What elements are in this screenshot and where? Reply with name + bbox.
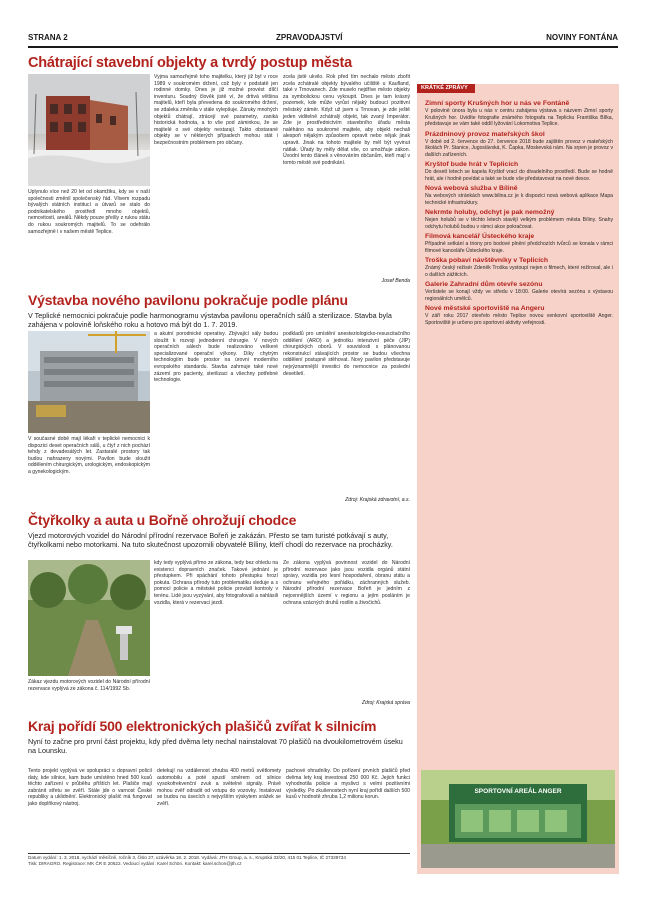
article-column: zcela jistě ukvilo. Rok před tím nechalo město zbořit zcela zchátralé objekty bývalého učiliště u Kaufland, také v Trnovanech. Zde muselo nejdříve město objekty za symbolickou cenu vykoupit. Dnes je tam krásný pozemek, kde může vyrůst nějaký budoucí pozitivní městský záměr. Když už jsem u Trnovan, je zde ještě jeden viditelně zchátralý objekt, tak zvaný Imperátor. Zde je prostřednictvím stavebního úřadu města naléháno na soukromé majitele, aby objekt nechali alespoň nějakým způsobem opravit nebo nějak jinak upravit. Jinak na tohoto majitele by měl být vyvinut nátlak. Úřady by měly dělat vše, co umožňuje zákon. Úvodní tento článek s věnováním občanům, kteří mají v tomto městě své podnikání. xyxy=(283,74,410,166)
author-name: Josef Benda xyxy=(381,278,410,284)
article-buildings xyxy=(28,55,410,71)
article-deterrents xyxy=(28,718,410,755)
article-column: Tento projekt vyplývá ve spolupráci s dopravní policií daty, kde silnice, kam bude umístěno hned 500 kusů těchto zařízení v průběhu příštích let. Plašiče mají zabránit střetu se zvěří. Stále jde o varnost České republiky a uklidnění. Elektronický plašič má fungovat jako doplňkový nástroj. xyxy=(28,768,152,807)
article-author xyxy=(283,497,410,503)
news-item-title: Nová webová služba v Bílině xyxy=(425,185,518,192)
news-item-text: Nejen holubů se v těchto letech stavějí velkým problémem města Bíliny. Snahy odchytu holubů budou v rámci akce pokračovat. xyxy=(425,217,613,230)
sports-area-photo xyxy=(421,770,615,868)
news-item xyxy=(425,209,613,230)
news-item-title: Troška pobaví návštěvníky v Teplicích xyxy=(425,257,549,264)
author-name: Zdroj: Krajská zdravotní, a.s. xyxy=(345,497,410,503)
quad-photo xyxy=(28,560,150,676)
article-intro-text: Uplynulo více než 20 let od okamžiku, kdy se v naší společnosti změnil společenský řád. Vlivem rozpadu bývalých státních institucí a útvarů se stalo do podnikatelského prostředí mnoho objektů, nemovitostí, areálů. Někdy pouze přešly z rukou státu do rukou soukromých majitelů. To se odehrálo samozřejmě i v našem městě Teplice. xyxy=(28,189,150,235)
news-item-title: Kryštof bude hrát v Teplicích xyxy=(425,161,519,168)
news-item-title: Zimní sporty Krušných hor u nás ve Fontáně xyxy=(425,100,570,107)
header-rule xyxy=(28,46,618,48)
news-item-text: Veršstele se konají vždy ve středu v 18:00. Galerie otevírá sezónu s výstavou regionálních umělců. xyxy=(425,289,613,302)
short-news-list xyxy=(425,97,613,326)
article-column: Vyjma samozřejmě toho majitelku, který již byl v roce 1989 v soukromém držení, což byly v podstatě jen rodinné domky. Dnes je již možné provést dílčí inventuru. Soudný člověk jistě ví, že drtivá většina majitelů, kteří byla převedena do soukromého držení, se zdaleka změnila v stále vylepšuje. Záruky mnohých objektů chátrají, ztrácejí své parametry, zaniká historická hodnota, a to vše pod záminkou, že se majitelé o své objekty nestarají. Takto obstarané objekty se v některých případech mohou stát i bezpečnostním problémem pro občany. xyxy=(154,74,278,146)
construction-site-image xyxy=(28,331,150,433)
news-item xyxy=(425,233,613,254)
page-number: STRANA 2 xyxy=(28,33,68,42)
news-item-text: Do desetí letech se kapela Kryštof vrací do divadelního prostředí. Bude se hodně hrát, ale i hodně povídat a také se bude vše představovat na nové desce. xyxy=(425,169,613,182)
news-item xyxy=(425,161,613,182)
article-column: Ze zákona vyplývá povinnost vozidel do Národní přírodní rezervace jako jsou vozidla orgánů státní správy, vozidla pro lesní hospodaření, obranu státu a ochranu veřejného pořádku, záchranných služeb. Národní přírodní rezervace Bořeň je jedním z nejcennějších území v regionu a jejím posláním je ochrana vzácných druhů rostlin a živočichů. xyxy=(283,560,410,606)
news-item-title: Filmová kancelář Ústeckého kraje xyxy=(425,233,535,240)
article-column: detekují na vzdálenost zhruba 400 metrů světlomety automobilu a poté spustí směrem od silnice vysokofrekvenční zvuk a světelné signály. Právě mohou zvěř odradit od vstupu do vozovky. Instalovat se budou na úsecích s nejvyšším výskytem srážek se zvěří. xyxy=(157,768,281,807)
news-item-text: V době od 2. července do 27. července 2018 bude zajištěn provoz v mateřských školách Pr. Stanice, Jugoslávská, K. Čapka, Moskevská nám. Na srpen je provoz v dalších zařízeních. xyxy=(425,138,613,158)
sports-area-sign: SPORTOVNÍ AREÁL ANGER xyxy=(474,788,562,795)
short-news-tag: KRÁTKÉ ZPRÁVY xyxy=(417,84,475,93)
article-title: Kraj pořídí 500 elektronických plašičů zvířat k silnicím xyxy=(28,718,377,734)
news-item-text: Známý český režisér Zdeněk Troška vystoupí nejen o filmech, které režíroval, ale i o dalších zážitcích. xyxy=(425,265,613,278)
page-header xyxy=(28,33,618,47)
article-hospital xyxy=(28,292,410,329)
article-column: kdy tedy vyplývá přímo ze zákona, tedy bez ohledu na existenci dopravních značek. Takové jednání je přestupkem. Při spáchání tohoto přestupku hrozí pokuta. Ochrana přírody tuto problematiku sleduje a s pomocí policie a městské policie provádí kontroly v terénu. Lidé jsou vyzývání, aby fotografovali a nahlásili vozidla, která v rezervaci jezdí. xyxy=(154,560,278,606)
ruined-building-image xyxy=(28,74,150,186)
article-title: Chátrající stavební objekty a tvrdý postup města xyxy=(28,55,352,71)
forest-track-image xyxy=(28,560,150,676)
hospital-photo xyxy=(28,331,150,433)
article-lead: V Teplické nemocnici pokračuje podle harmonogramu výstavba pavilonu operačních sálů a sterilizace. Stavba byla zahájena v polovině loňského roku a hotovo má být do 1. 7. 2019. xyxy=(28,311,392,329)
news-item xyxy=(425,305,613,326)
news-item-text: Případné setkání a triony pro bodové plnění předchozích tvůrců se konala v rámci filmové kanceláře Ústeckého kraje. xyxy=(425,241,613,254)
news-item-title: Prázdninový provoz mateřských škol xyxy=(425,130,545,138)
news-item xyxy=(425,281,613,302)
section-name: ZPRAVODAJSTVÍ xyxy=(276,33,343,42)
news-item-title: Nové městské sportoviště na Angeru xyxy=(425,305,545,312)
news-item xyxy=(425,257,613,278)
article-intro-text: V současné době mají lékaři v teplické nemocnici k dispozici deset operačních sálů, u čtyř z nich pochází tehdy z devadesátých let. Zastaralé prostory tak budou nahrazeny novými. Pavilon bude sloužit oddělením chirurgickým, urologickým, endoskopickým a gynekologickým. xyxy=(28,436,150,475)
article-title: Čtyřkolky a auta u Bořně ohrožují chodce xyxy=(28,512,297,528)
article-title: Výstavba nového pavilonu pokračuje podle plánu xyxy=(28,292,348,308)
news-item-text: Na webových stránkách www.bilina.cz je k dispozici nová webová aplikace Mapa technické infrastruktury. xyxy=(425,193,613,206)
publication-name: NOVINY FONTÁNA xyxy=(546,33,618,42)
footer-rule xyxy=(28,853,410,854)
article-lead: Nyní to začne pro první část projektu, kdy před dvěma lety nechal nainstalovat 70 plašičů na dvoukilometrovém úseku na Lounsku. xyxy=(28,737,403,755)
article-column: pachové ohradníky. Do pořízení prvních plašičů před dvěma lety kraj investoval 250 000 Kč. Jejich funkci vyhodnotila policie a myslivci s velmi pozitivními výsledky. Po zkušenostech nyní kraj pořídí dalších 500 kusů v hodnotě zhruba 1,2 milionu korun. xyxy=(286,768,410,801)
news-item-text: V polovině února byla u nás v centru zahájena výstava s názvem Zimní sporty Krušných hor. Uvidíte fotografie známého fotografa na Teplicku Františka Bílka, představuje se vám také oddíl lyžování Lokomotiva Teplice. xyxy=(425,108,613,127)
news-item-text: V září roku 2017 otevřelo město Teplice novou venkovní sportoviště Anger. Sportoviště je určeno pro sportovní aktivity veřejnosti. xyxy=(425,313,613,326)
news-item-title: Nekrmte holuby, odchyt je pak nemožný xyxy=(425,209,555,216)
article-column: a akutní porodnické operativy. Zbývající sály budou sloužit k rozvoji jednodenní chirurgie. V nových operačních sálech bude realizováno veškeré specializované operační výkony. Díky chytrým technologiím bude prostor na úrovni moderního evropského standardu. Stavba zahrnuje také nové zázemí pro pacienty, sterilizaci a všechny potřebné technologie. xyxy=(154,331,278,384)
imprint xyxy=(28,855,410,867)
article-column: podkladů pro umístění anesteziologicko-resuscitačního oddělení (ARO) a jednotku intenzivní péče (JIP) chirurgických oborů. V souvislosti s plánovanou rekonstrukcí stávajících prostor se budou všechna oddělení postupně stěhovat. Nový pavilon představuje nejvýznamnější investici do nemocnice za poslední desetiletí. xyxy=(283,331,410,377)
article-quads xyxy=(28,512,410,549)
article-intro-text: Zákaz vjezdu motorových vozidel do Národní přírodní rezervace vyplývá ze zákona č. 114/1992 Sb. xyxy=(28,679,150,692)
sports-area-image xyxy=(421,770,615,868)
building-photo xyxy=(28,74,150,186)
news-item xyxy=(425,185,613,206)
article-lead: Vjezd motorových vozidel do Národní přírodní rezervace Bořeň je zakázán. Přesto se tam turisté potkávají s auty, čtyřkolkami nebo motorkami. Na tuto skutečnost upozornili obyvatelé Bíliny, kteří chodí do rezervace na procházky. xyxy=(28,531,393,549)
imprint-line: Tisk: DIRAGRO. Registrace: MK ČR E 20622. Vedoucí vydání: Karel Schön. Kontakt: karel.schon@jth.cz xyxy=(28,861,242,866)
news-item-title: Galerie Zahradní dům otevře sezónu xyxy=(425,281,543,288)
article-author xyxy=(283,700,410,706)
news-item xyxy=(425,131,613,159)
author-name: Zdroj: Krajská správa xyxy=(361,700,410,706)
imprint-line: Datum vydání: 1. 3. 2018, vychází měsíčně, ročník 3, číslo 27, uzávěrka 18. 2. 2018. Vydává: JTH Group, a. s., Krupská 33/20, 415 01 Teplice, IČ 27339734 xyxy=(28,855,346,860)
news-item xyxy=(425,100,613,128)
article-author xyxy=(283,278,410,284)
